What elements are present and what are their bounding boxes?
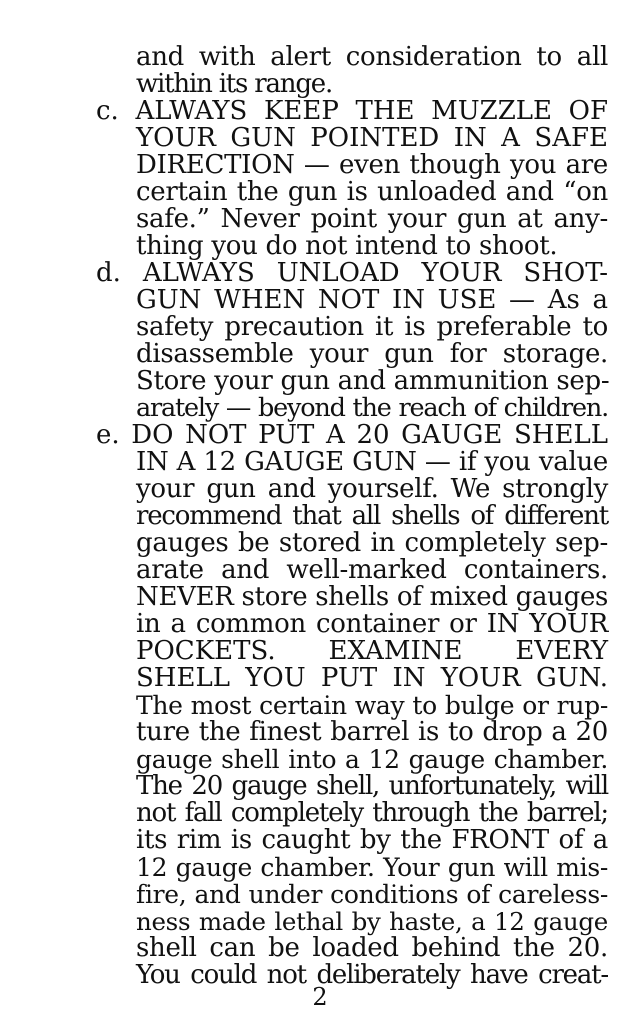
text-line: You could not deliberately have creat-	[136, 960, 608, 990]
list-item-c-heading: c. ALWAYS KEEP THE MUZZLE OF	[96, 96, 608, 126]
text-line: 12 gauge chamber. Your gun will mis-	[136, 853, 608, 882]
page-number: 2	[312, 983, 328, 1011]
text-line: arate and well-marked containers.	[136, 555, 608, 585]
text-line: arately — beyond the reach of children.	[136, 393, 608, 423]
text-line: ture the finest barrel is to drop a 20	[136, 717, 608, 747]
text-line: safe.” Never point your gun at any-	[136, 204, 608, 234]
text-line: thing you do not intend to shoot.	[136, 231, 558, 261]
text-line: certain the gun is unloaded and “on	[136, 177, 608, 207]
list-item-d-heading: d. ALWAYS UNLOAD YOUR SHOT-	[96, 258, 608, 288]
text-line: Store your gun and ammunition sep-	[136, 366, 610, 396]
text-line: The 20 gauge shell, unfortunately, will	[136, 771, 608, 801]
text-line: NEVER store shells of mixed gauges	[136, 582, 609, 612]
text-line: not fall completely through the barrel;	[136, 798, 608, 828]
text-line: DIRECTION — even though you are	[136, 150, 608, 180]
text-line: its rim is caught by the FRONT of a	[136, 825, 608, 855]
text-line: fire, and under conditions of careless-	[136, 880, 608, 909]
text-line: gauge shell into a 12 gauge chamber.	[136, 745, 608, 774]
list-item-e-heading: e. DO NOT PUT A 20 GAUGE SHELL	[96, 420, 608, 450]
text-line: and with alert consideration to all	[136, 42, 608, 72]
text-line: disassemble your gun for storage.	[136, 339, 608, 369]
text-line: your gun and yourself. We strongly	[136, 474, 608, 504]
text-line: POCKETS. EXAMINE EVERY	[136, 636, 608, 666]
text-line: ness made lethal by haste, a 12 gauge	[136, 907, 608, 936]
text-line: shell can be loaded behind the 20.	[136, 933, 608, 963]
text-line: gauges be stored in completely sep-	[136, 528, 608, 558]
text-line: The most certain way to bulge or rup-	[136, 691, 608, 720]
text-line: in a common container or IN YOUR	[136, 609, 608, 639]
text-line: within its range.	[136, 69, 333, 99]
text-line: YOUR GUN POINTED IN A SAFE	[136, 123, 608, 153]
text-line: SHELL YOU PUT IN YOUR GUN.	[136, 663, 608, 693]
text-line: IN A 12 GAUGE GUN — if you value	[136, 447, 608, 477]
text-line: recommend that all shells of different	[136, 501, 608, 531]
text-line: GUN WHEN NOT IN USE — As a	[136, 285, 608, 315]
text-line: safety precaution it is preferable to	[136, 312, 608, 342]
